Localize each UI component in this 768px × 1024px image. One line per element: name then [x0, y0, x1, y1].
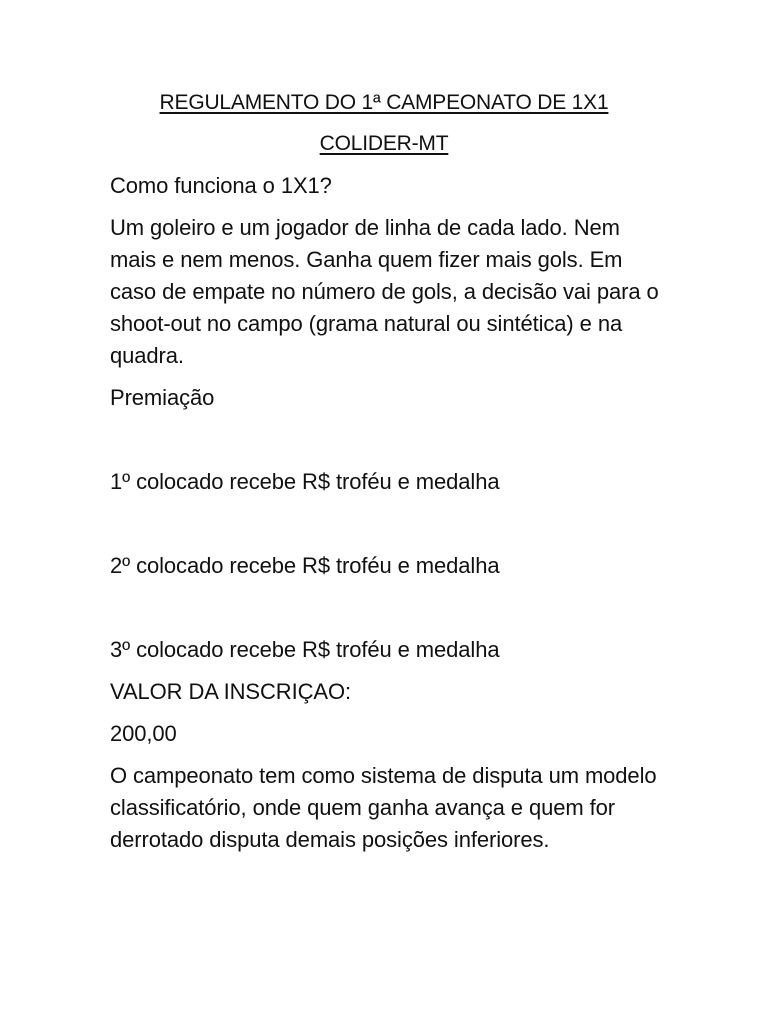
- document-body: [110, 170, 670, 866]
- explanation-paragraph: Um goleiro e um jogador de linha de cada lado. Nem mais e nem menos. Ganha quem fizer mais gols. Em caso de empate no número de gols, a decisão vai para o shoot-out no campo (grama natural ou sintética) e na quadra.: [110, 215, 659, 368]
- prize-item-1: 1º colocado recebe R$ troféu e medalha: [110, 469, 500, 494]
- system-description-paragraph: O campeonato tem como sistema de disputa um modelo classificatório, onde quem ganha avança e quem for derrotado disputa demais posições inferiores.: [110, 763, 657, 852]
- prizes-heading: Premiação: [110, 385, 215, 410]
- fee-value: 200,00: [110, 721, 177, 746]
- fee-label: VALOR DA INSCRIÇAO:: [110, 679, 351, 704]
- prize-item-3: 3º colocado recebe R$ troféu e medalha: [110, 637, 500, 662]
- prize-item-2: 2º colocado recebe R$ troféu e medalha: [110, 553, 500, 578]
- document-title-line-1: REGULAMENTO DO 1ª CAMPEONATO DE 1X1: [159, 91, 609, 114]
- document-title-line-2: COLIDER-MT: [319, 132, 449, 155]
- question-heading: Como funciona o 1X1?: [110, 173, 332, 198]
